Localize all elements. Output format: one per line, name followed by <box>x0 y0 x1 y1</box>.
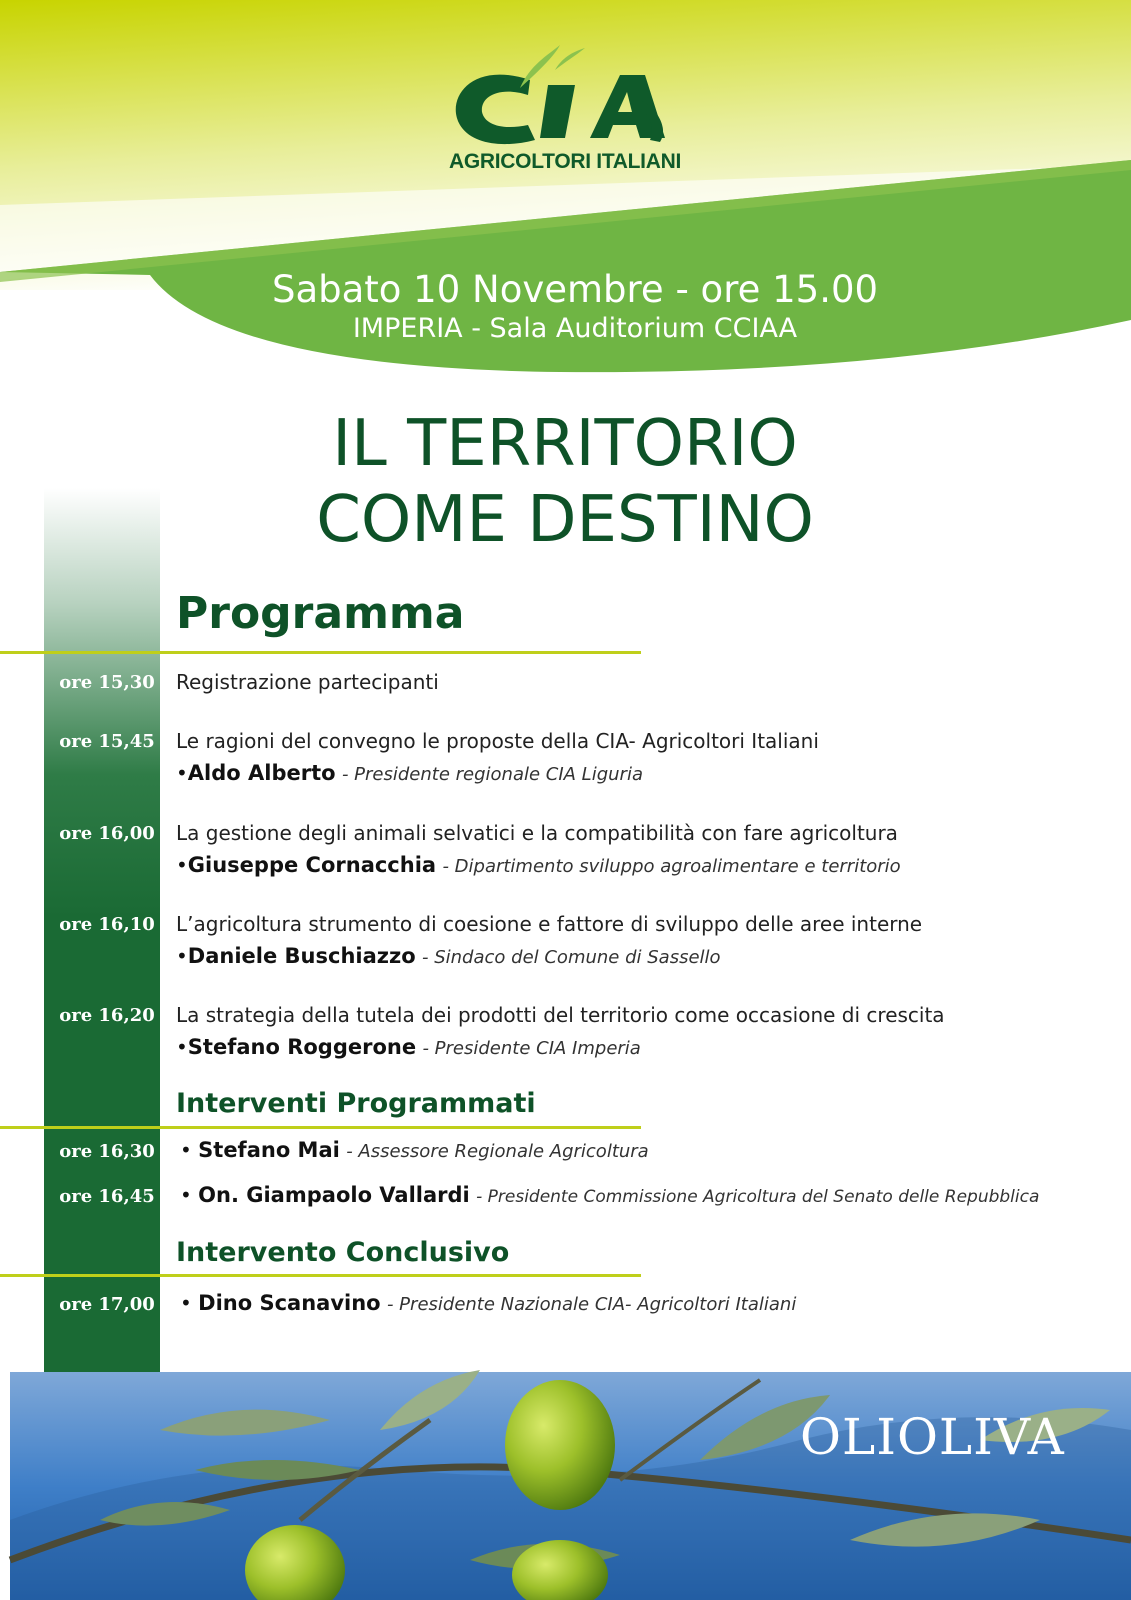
speaker-line <box>180 1183 1039 1207</box>
speaker-name: Stefano Roggerone <box>187 1035 417 1059</box>
programma-rule <box>0 651 641 654</box>
speaker-line <box>176 944 721 968</box>
cia-logo-subtitle: AGRICOLTORI ITALIANI <box>449 150 681 173</box>
bullet-icon: • <box>180 1183 192 1207</box>
interventi-heading: Interventi Programmati <box>176 1088 536 1119</box>
programma-heading: Programma <box>176 588 465 639</box>
main-title-line1: IL TERRITORIO <box>332 407 798 481</box>
speaker-name: Giuseppe Cornacchia <box>187 853 437 877</box>
speaker-role: - Presidente regionale CIA Liguria <box>341 764 643 785</box>
bullet-icon: • <box>176 944 188 968</box>
speaker-role: - Presidente Nazionale CIA- Agricoltori Italiani <box>386 1294 797 1315</box>
event-date-time: Sabato 10 Novembre - ore 15.00 <box>271 268 879 311</box>
time-label: ore 15,30 <box>59 672 155 693</box>
agenda-topic: L’agricoltura strumento di coesione e fattore di sviluppo delle aree interne <box>176 912 923 936</box>
agenda-topic: La strategia della tutela dei prodotti del territorio come occasione di crescita <box>176 1003 945 1027</box>
bullet-icon: • <box>176 761 188 785</box>
agenda-topic: Registrazione partecipanti <box>176 670 439 694</box>
speaker-name: Aldo Alberto <box>187 761 336 785</box>
event-place: IMPERIA - Sala Auditorium CCIAA <box>352 313 798 344</box>
speaker-name: Daniele Buschiazzo <box>187 944 416 968</box>
speaker-role: - Assessore Regionale Agricoltura <box>346 1141 649 1162</box>
speaker-name: On. Giampaolo Vallardi <box>198 1183 470 1207</box>
time-label: ore 16,45 <box>59 1186 155 1207</box>
speaker-role: - Presidente CIA Imperia <box>422 1038 641 1059</box>
interventi-rule <box>0 1126 641 1129</box>
speaker-line <box>176 1035 641 1059</box>
conclusivo-heading: Intervento Conclusivo <box>176 1237 510 1268</box>
bullet-icon: • <box>176 1035 188 1059</box>
conclusivo-rule <box>0 1274 641 1277</box>
bullet-icon: • <box>176 853 188 877</box>
speaker-line <box>176 853 901 877</box>
olioliva-logo: OLIOLIVA <box>800 1408 1065 1466</box>
speaker-role: - Sindaco del Comune di Sassello <box>422 947 721 968</box>
time-label: ore 17,00 <box>59 1294 155 1315</box>
speaker-role: - Dipartimento sviluppo agroalimentare e territorio <box>442 856 901 877</box>
agenda-topic: Le ragioni del convegno le proposte della CIA- Agricoltori Italiani <box>176 729 819 753</box>
bullet-icon: • <box>180 1291 192 1315</box>
speaker-line <box>180 1138 649 1162</box>
time-label: ore 15,45 <box>59 731 155 752</box>
time-label: ore 16,30 <box>59 1141 155 1162</box>
main-title-line2: COME DESTINO <box>316 483 814 557</box>
time-label: ore 16,10 <box>59 914 155 935</box>
speaker-line <box>176 761 643 785</box>
time-label: ore 16,00 <box>59 823 155 844</box>
main-title <box>200 406 930 558</box>
agenda-topic: La gestione degli animali selvatici e la compatibilità con fare agricoltura <box>176 821 898 845</box>
speaker-name: Dino Scanavino <box>198 1291 381 1315</box>
speaker-name: Stefano Mai <box>198 1138 340 1162</box>
olive-photo <box>10 1370 1131 1600</box>
bullet-icon: • <box>180 1138 192 1162</box>
time-label: ore 16,20 <box>59 1005 155 1026</box>
speaker-role: - Presidente Commissione Agricoltura del Senato delle Repubblica <box>476 1187 1040 1207</box>
speaker-line <box>180 1291 796 1315</box>
